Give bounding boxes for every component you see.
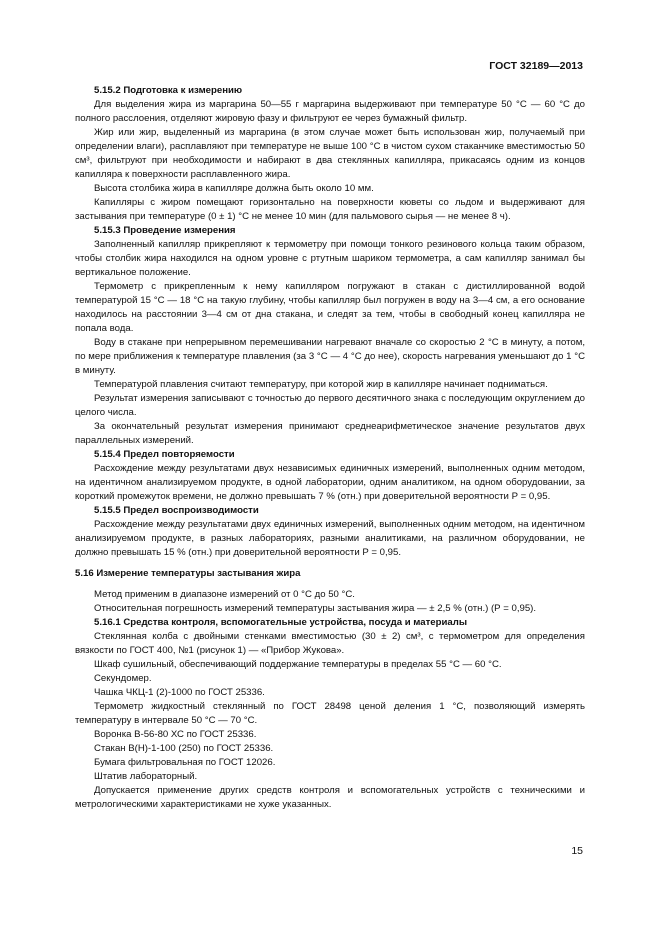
paragraph: Для выделения жира из маргарина 50—55 г маргарина выдерживают при температуре 50 °С — 60 °С до полного расслоения, отделяют жировую фазу и фильтруют ее через бумажный фильтр. xyxy=(75,99,585,124)
paragraph: За окончательный результат измерения принимают среднеарифметическое значение результатов двух параллельных измерений. xyxy=(75,421,585,446)
paragraph: Капилляры с жиром помещают горизонтально на поверхности кюветы со льдом и выдерживают для застывания при температуре (0 ± 1) °С не менее 10 мин (для пальмового сырья — не менее 8 ч). xyxy=(75,197,585,222)
list-item: Штатив лабораторный. xyxy=(94,771,198,782)
section-heading-5-16-1: 5.16.1 Средства контроля, вспомогательные устройства, посуда и материалы xyxy=(94,617,468,628)
paragraph: Термометр с прикрепленным к нему капилляром погружают в стакан с дистиллированной водой температурой 15 °С — 18 °С на такую глубину, чтобы капилляр был погружен в воду на 3—4 см, а его основание находилось на расстоянии 3—4 см от дна стакана, и следят за тем, чтобы в свободный конец капилляра не попала вода. xyxy=(75,281,585,334)
list-item: Чашка ЧКЦ-1 (2)-1000 по ГОСТ 25336. xyxy=(94,687,265,698)
list-item: Шкаф сушильный, обеспечивающий поддержание температуры в пределах 55 °С — 60 °С. xyxy=(94,659,502,670)
standard-header: ГОСТ 32189—2013 xyxy=(489,60,583,72)
section-heading-5-15-4: 5.15.4 Предел повторяемости xyxy=(94,449,235,460)
list-item: Стакан В(Н)-1-100 (250) по ГОСТ 25336. xyxy=(94,743,274,754)
list-item: Термометр жидкостный стеклянный по ГОСТ 28498 ценой деления 1 °С, позволяющий измерять температуру в интервале 50 °С — 70 °С. xyxy=(75,701,585,726)
list-item: Бумага фильтровальная по ГОСТ 12026. xyxy=(94,757,276,768)
paragraph: Метод применим в диапазоне измерений от 0 °С до 50 °С. xyxy=(94,589,355,600)
paragraph: Допускается применение других средств контроля и вспомогательных устройств с техническими и метрологическими характеристиками не хуже указанных. xyxy=(75,785,585,810)
section-heading-5-15-2: 5.15.2 Подготовка к измерению xyxy=(94,85,243,96)
paragraph: Заполненный капилляр прикрепляют к термометру при помощи тонкого резинового кольца таким образом, чтобы столбик жира находился на одном уровне с ртутным шариком термометра, а сам капилляр занимал бы вертикальное положение. xyxy=(75,239,585,278)
paragraph: Относительная погрешность измерений температуры застывания жира — ± 2,5 % (отн.) (Р = 0,95). xyxy=(94,603,537,614)
list-item: Секундомер. xyxy=(94,673,152,684)
paragraph: Стеклянная колба с двойными стенками вместимостью (30 ± 2) см³, с термометром для определения вязкости по ГОСТ 400, №1 (рисунок 1) — «Прибор Жукова». xyxy=(75,631,585,656)
paragraph: Воду в стакане при непрерывном перемешивании нагревают вначале со скоростью 2 °С в минуту, а потом, по мере приближения к температуре плавления (за 3 °С — 4 °С до нее), скорость нагревания уменьшают до 1 °С в минуту. xyxy=(75,337,585,376)
paragraph: Температурой плавления считают температуру, при которой жир в капилляре начинает подниматься. xyxy=(94,379,548,390)
section-heading-5-16: 5.16 Измерение температуры застывания жира xyxy=(75,568,301,579)
paragraph: Результат измерения записывают с точностью до первого десятичного знака с последующим округлением до целого числа. xyxy=(75,393,585,418)
section-heading-5-15-3: 5.15.3 Проведение измерения xyxy=(94,225,236,236)
paragraph: Расхождение между результатами двух единичных измерений, выполненных одним методом, на идентичном анализируемом продукте, в разных лабораториях, разными аналитиками, на различном оборудовании, не должно превышать 15 % (отн.) при доверительной вероятности Р = 0,95. xyxy=(75,519,585,558)
paragraph: Расхождение между результатами двух независимых единичных измерений, выполненных одним методом, на идентичном анализируемом продукте, в одной лаборатории, одним аналитиком, на одном оборудовании, за короткий промежуток времени, не должно превышать 7 % (отн.) при доверительной вероятности Р = 0,95. xyxy=(75,463,585,502)
list-item: Воронка В-56-80 ХС по ГОСТ 25336. xyxy=(94,729,257,740)
document-body xyxy=(75,84,585,812)
section-heading-5-15-5: 5.15.5 Предел воспроизводимости xyxy=(94,505,259,516)
paragraph: Жир или жир, выделенный из маргарина (в этом случае может быть использован жир, получаемый при определении влаги), расплавляют при температуре не выше 100 °С в чистом сухом стаканчике вместимостью 50 см³, фильтруют при необходимости и набирают в два стеклянных капилляра, прикасаясь одним из концов капилляра к поверхности расплавленного жира. xyxy=(75,127,585,180)
paragraph: Высота столбика жира в капилляре должна быть около 10 мм. xyxy=(94,183,374,194)
page-number: 15 xyxy=(571,845,583,857)
